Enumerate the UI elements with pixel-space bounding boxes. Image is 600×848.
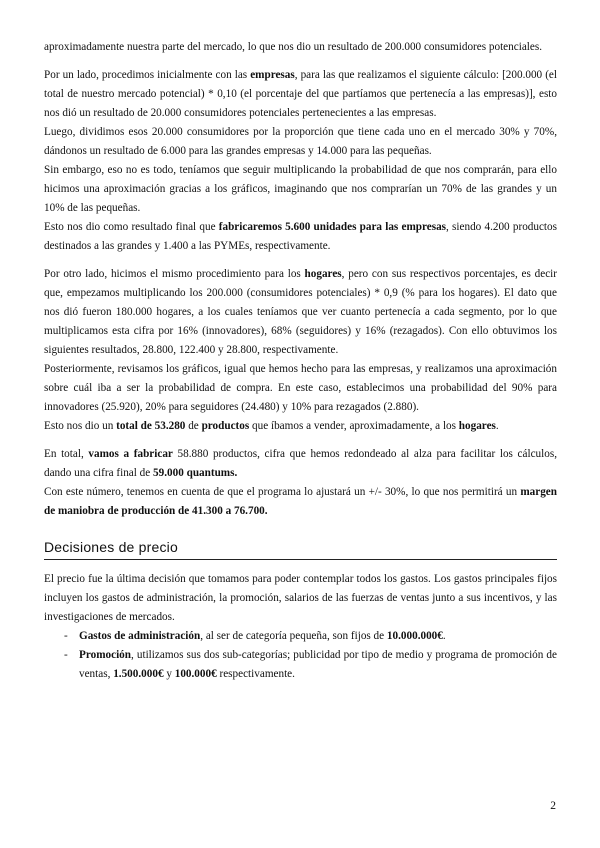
paragraph (44, 483, 557, 521)
paragraph (79, 627, 557, 646)
document-body (44, 38, 557, 684)
bold-text: hogares (458, 420, 496, 432)
paragraph (44, 38, 557, 57)
paragraph (44, 161, 557, 218)
bold-text: 10.000.000€ (386, 630, 443, 642)
paragraph (44, 123, 557, 161)
text-run: En total, (44, 448, 89, 460)
text-run: 58.880 productos, cifra que hemos redondeado al alza para facilitar los cálculos, dando una cifra final de (44, 448, 557, 479)
text-run: Posteriormente, revisamos los gráficos, igual que hemos hecho para las empresas, y realizamos una aproximación sobre cuál iba a ser la probabilidad de compra. En este caso, establecimos una probabilidad del 90% para innovadores (25.920), 20% para seguidores (24.480) y 10% para rezagados (2.880). (44, 363, 557, 413)
bold-text: 100.000€ (174, 668, 217, 680)
text-run: . (495, 420, 499, 432)
text-run: que íbamos a vender, aproximadamente, a los (249, 420, 459, 432)
bold-text: Promoción (79, 649, 131, 661)
text-run: El precio fue la última decisión que tomamos para poder contemplar todos los gastos. Los gastos principales fijos incluyen los gastos de administración, la promoción, salarios de las fuerzas de ventas junto a sus incentivos, y las investigaciones de mercados. (44, 573, 557, 623)
text-run: y (163, 668, 175, 680)
bold-text: productos (201, 420, 250, 432)
text-run: , utilizamos sus dos sub-categorías; publicidad por tipo de medio y programa de promoción de ventas, (79, 649, 557, 680)
bold-text: Gastos de administración (79, 630, 201, 642)
page-number: 2 (550, 800, 556, 812)
list-item (64, 627, 557, 646)
paragraph (44, 265, 557, 360)
bold-text: margen de maniobra de producción de 41.300 a 76.700. (44, 486, 557, 517)
text-run: de (185, 420, 202, 432)
text-run: . (442, 630, 446, 642)
paragraph (44, 417, 557, 436)
section-heading: Decisiones de precio (44, 537, 557, 560)
paragraph (44, 445, 557, 483)
bold-text: vamos a fabricar (88, 448, 173, 460)
paragraph (79, 646, 557, 684)
text-run: Por otro lado, hicimos el mismo procedimiento para los (44, 268, 305, 280)
text-run: Esto nos dio como resultado final que (44, 221, 219, 233)
text-run: Con este número, tenemos en cuenta de que el programa lo ajustará un +/- 30%, lo que nos permitirá un (44, 486, 521, 498)
text-run: aproximadamente nuestra parte del mercado, lo que nos dio un resultado de 200.000 consumidores potenciales. (44, 41, 543, 53)
bold-text: hogares (304, 268, 342, 280)
bold-text: fabricaremos 5.600 unidades para las empresas (218, 221, 447, 233)
text-run: Sin embargo, eso no es todo, teníamos que seguir multiplicando la probabilidad de que nos comprarán, para ello hicimos una aproximación gracias a los gráficos, imaginando que nos comprarían un 70% de las grandes y un 10% de las pequeñas. (44, 164, 557, 214)
text-run: , para las que realizamos el siguiente cálculo: [200.000 (el total de nuestro mercado potencial) * 0,10 (el porcentaje del que partíamos que pertenecía a las empresas)], esto nos dió un resultado de 20.000 consumidores potenciales pertenecientes a las empresas. (44, 69, 557, 119)
bold-text: total de 53.280 (116, 420, 186, 432)
paragraph (44, 360, 557, 417)
paragraph (44, 218, 557, 256)
text-run: respectivamente. (216, 668, 295, 680)
bullet-list (44, 627, 557, 684)
text-run: , siendo 4.200 productos destinados a las grandes y 1.400 a las PYMEs, respectivamente. (44, 221, 557, 252)
bold-text: 59.000 quantums. (153, 467, 238, 479)
bold-text: empresas (250, 69, 295, 81)
text-run: Luego, dividimos esos 20.000 consumidores por la proporción que tiene cada uno en el mercado 30% y 70%, dándonos un resultado de 6.000 para las grandes empresas y 14.000 para las pequeñas. (44, 126, 557, 157)
bold-text: 1.500.000€ (113, 668, 164, 680)
text-run: Esto nos dio un (44, 420, 117, 432)
text-run: , pero con sus respectivos porcentajes, es decir que, empezamos multiplicando los 200.000 (consumidores potenciales) * 0,9 (% para los hogares). El dato que nos dió fueron 180.000 hogares, a los cuales teníamos que ver cuanto pertenecía a cada segmento, por lo que multiplicamos esta cifra por 16% (innovadores), 68% (seguidores) y 16% (rezagados). Con ello obtuvimos los siguientes resultados, 28.800, 122.400 y 28.800, respectivamente. (44, 268, 557, 356)
paragraph (44, 570, 557, 627)
text-run: Por un lado, procedimos inicialmente con las (44, 69, 251, 81)
list-item (64, 646, 557, 684)
paragraph (44, 66, 557, 123)
text-run: , al ser de categoría pequeña, son fijos de (200, 630, 387, 642)
